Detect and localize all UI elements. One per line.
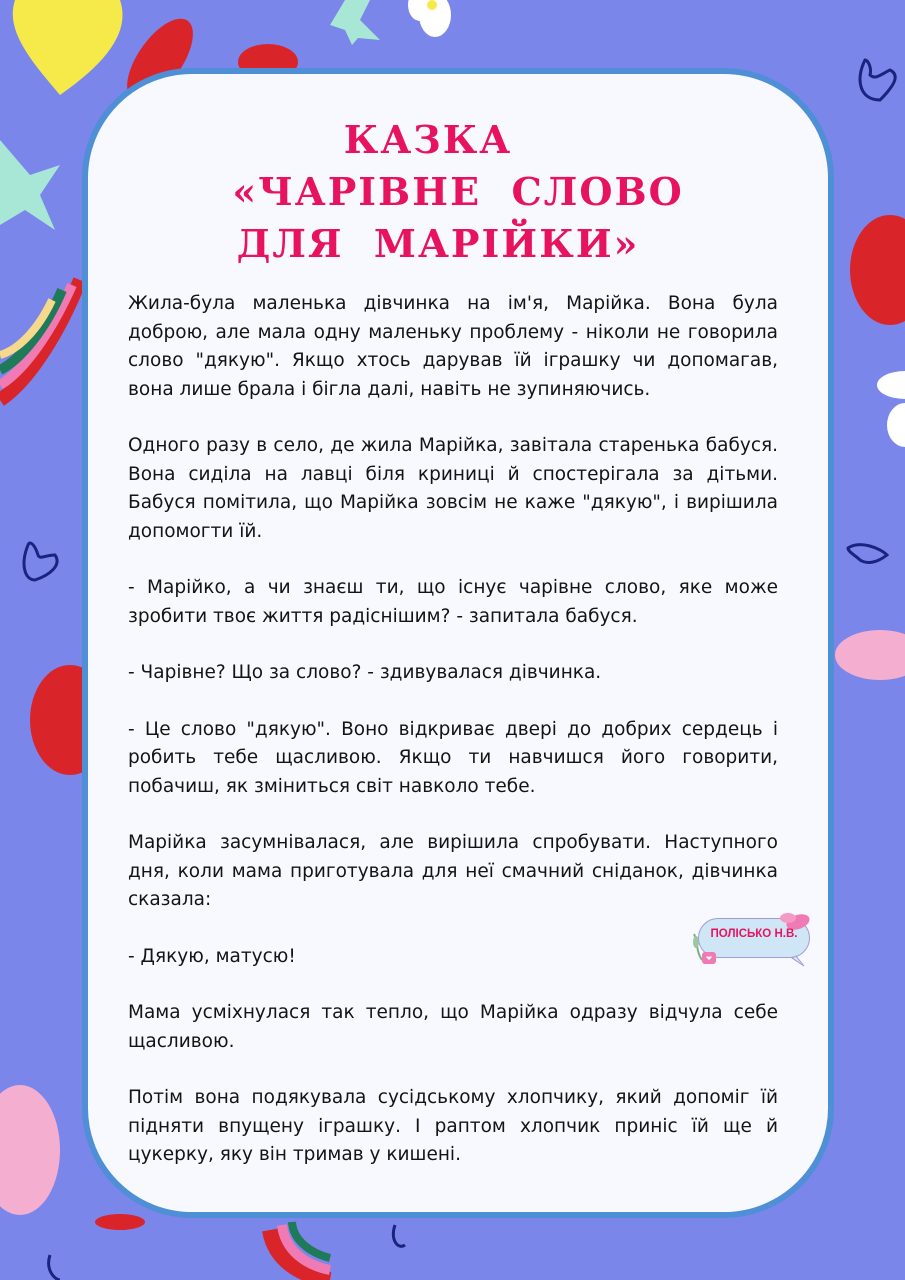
mint-star-shape [330, 0, 380, 45]
outline-heart-shape [860, 60, 895, 100]
pink-blob-shape [0, 1085, 60, 1215]
title-line-1: КАЗКА [343, 117, 513, 162]
mint-star-shape [0, 140, 60, 230]
outline-heart-shape [24, 543, 57, 580]
white-petal-shape [887, 403, 905, 447]
red-blob-shape [95, 1214, 145, 1230]
paragraph: - Дякую, матусю! [128, 945, 296, 967]
paragraph: Марійка засумнівалася, але вирішила спробувати. Наступного дня, коли мама приготувала для неї смачний сніданок, дівчинка сказала: [128, 832, 778, 910]
outline-heart-shape [393, 1225, 405, 1246]
outline-heart-shape [49, 1255, 60, 1280]
author-badge [688, 912, 812, 964]
paragraph: Одного разу в село, де жила Марійка, завітала старенька бабуся. Вона сиділа на лавці біля криниці й спостерігала за дітьми. Бабуся помітила, що Марійка зовсім не каже "дякую", і вирішила допомогти їй. [128, 435, 778, 542]
white-petal-shape [877, 371, 905, 399]
paragraph: - Марійко, а чи знаєш ти, що існує чарівне слово, яке може зробити твоє життя радіснішим? - запитала бабуся. [128, 577, 778, 627]
title-line-2: «ЧАРІВНЕ СЛОВО [232, 169, 684, 214]
yellow-heart-shape [13, 0, 123, 95]
story-body [128, 290, 778, 1198]
paragraph: Потім вона подякувала сусідському хлопчику, який допоміг їй підняти впущену іграшку. І раптом хлопчик приніс їй ще й цукерку, яку він тримав у кишені. [128, 1087, 778, 1165]
outline-heart-shape [848, 545, 887, 563]
paragraph: Жила-була маленька дівчинка на ім'я, Марійка. Вона була доброю, але мала одну маленьку проблему - ніколи не говорила слово "дякую". Якщо хтось дарував їй іграшку чи допомагав, вона лише брала і бігла далі, навіть не зупиняючись. [128, 293, 778, 400]
title-line-3: ДЛЯ МАРІЙКИ» [236, 221, 640, 266]
paragraph: - Чарівне? Що за слово? - здивувалася дівчинка. [128, 662, 602, 683]
paragraph: - Це слово "дякую". Воно відкриває двері до добрих сердець і робить тебе щасливою. Якщо ти навчишся його говорити, побачиш, як зміниться світ навколо тебе. [128, 718, 778, 797]
flower-center-shape [427, 0, 437, 10]
paragraph: Мама усміхнулася так тепло, що Марійка одразу відчула себе щасливою. [128, 1002, 778, 1052]
red-blob-shape [850, 215, 905, 325]
story-title [88, 114, 828, 270]
pink-blob-shape [835, 630, 905, 680]
story-card [82, 68, 834, 1218]
author-name: ПОЛІСЬКО Н.В. [710, 928, 798, 940]
flower-icon [688, 912, 812, 970]
